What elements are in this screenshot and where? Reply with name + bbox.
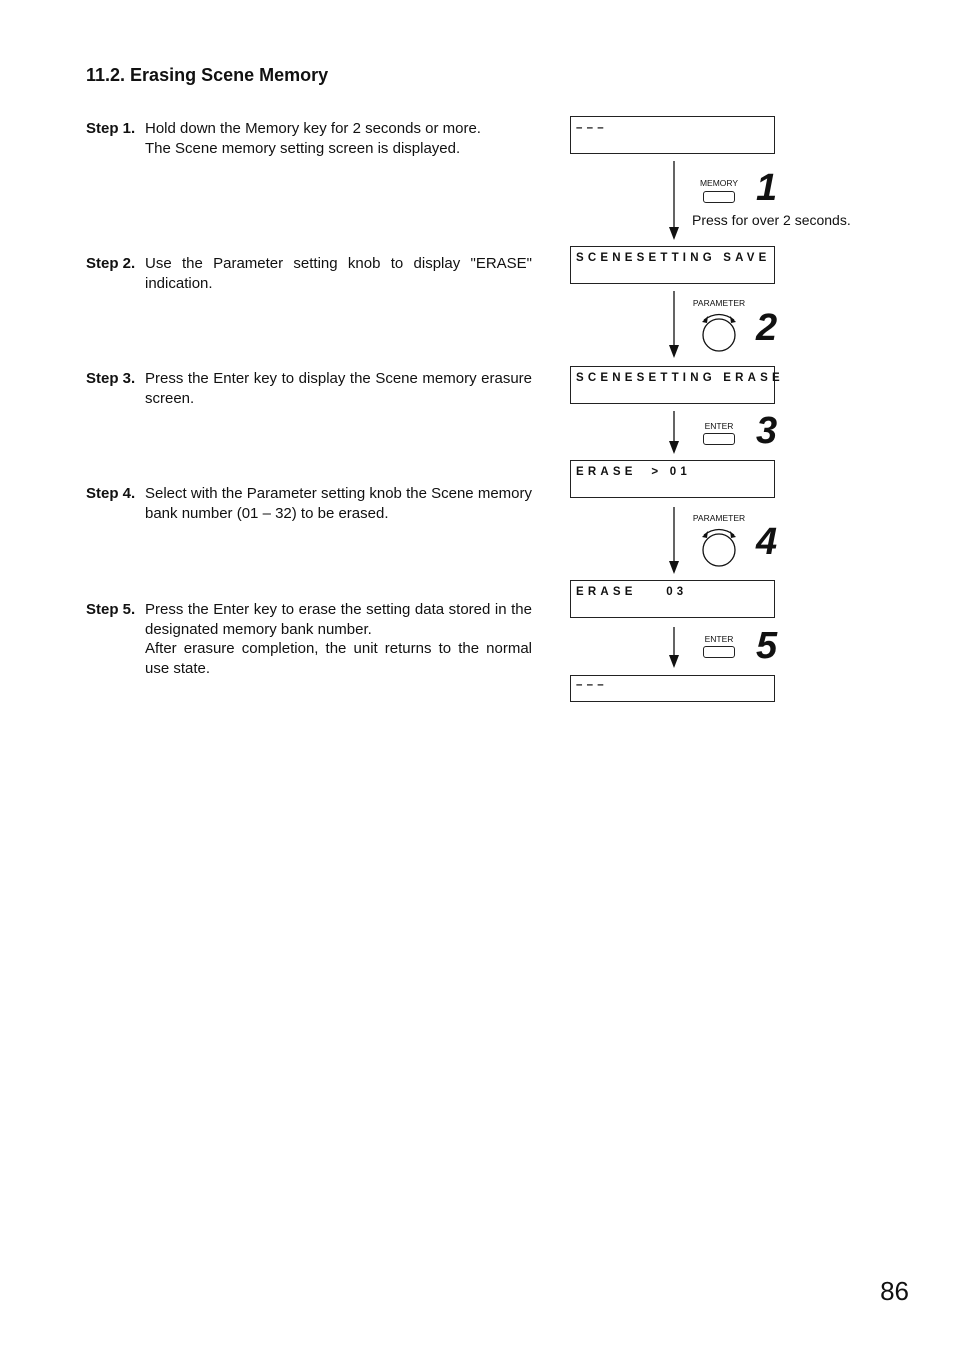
step-text: Select with the Parameter setting knob the Scene memory bank number (01 – 32) to be erased. (145, 485, 532, 522)
step-text: After erasure completion, the unit returns to the normal use state. (145, 640, 532, 677)
step-text: Press the Enter key to erase the setting data stored in the designated memory bank number. (145, 601, 532, 638)
down-arrow-icon (666, 507, 682, 575)
page-number: 86 (880, 1276, 909, 1306)
step-text: The Scene memory setting screen is displayed. (145, 139, 461, 157)
rotary-knob-icon (699, 525, 739, 569)
lcd-display (570, 366, 784, 404)
step-label: Step 3. (86, 370, 136, 387)
lcd-text: ––– (576, 679, 608, 691)
lcd-display (570, 246, 775, 284)
lcd-text: ERASE 03 (576, 586, 688, 598)
lcd-text: SCENESETTING SAVE (576, 252, 771, 264)
section-title: 11.2. Erasing Scene Memory (86, 65, 329, 85)
step-5 (86, 600, 532, 678)
lcd-display (570, 116, 775, 154)
step-number: 1 (756, 167, 778, 209)
step-1 (86, 119, 532, 158)
down-arrow-icon (666, 161, 682, 241)
down-arrow-icon (666, 627, 682, 669)
lcd-text: ––– (576, 122, 608, 134)
memory-key-label: MEMORY (699, 178, 739, 188)
step-3 (86, 369, 532, 408)
lcd-text: SCENESETTING ERASE (576, 372, 784, 384)
step-2 (86, 254, 532, 293)
enter-key-label: ENTER (704, 634, 734, 644)
step-label: Step 4. (86, 485, 136, 502)
rotary-knob-icon (699, 310, 739, 354)
memory-key-icon (703, 191, 735, 203)
enter-key-label: ENTER (704, 421, 734, 431)
step-text: Press the Enter key to display the Scene memory erasure screen. (145, 370, 532, 407)
lcd-display (570, 675, 775, 702)
enter-key-icon (703, 646, 735, 658)
step-label: Step 5. (86, 601, 136, 618)
step-number: 2 (756, 307, 778, 349)
lcd-display (570, 580, 775, 618)
step-number: 5 (756, 625, 778, 667)
enter-key-icon (703, 433, 735, 445)
down-arrow-icon (666, 411, 682, 455)
lcd-display (570, 460, 775, 498)
press-note: Press for over 2 seconds. (692, 212, 851, 228)
step-label: Step 1. (86, 120, 136, 137)
step-text: Hold down the Memory key for 2 seconds or more. (145, 120, 481, 137)
step-number: 3 (756, 410, 778, 452)
step-number: 4 (756, 521, 778, 563)
lcd-text: ERASE > 01 (576, 466, 691, 478)
step-text: Use the Parameter setting knob to display "ERASE" indication. (145, 255, 532, 292)
parameter-knob-label: PARAMETER (692, 298, 746, 308)
step-4 (86, 484, 532, 523)
step-label: Step 2. (86, 255, 136, 272)
down-arrow-icon (666, 291, 682, 359)
parameter-knob-label: PARAMETER (692, 513, 746, 523)
